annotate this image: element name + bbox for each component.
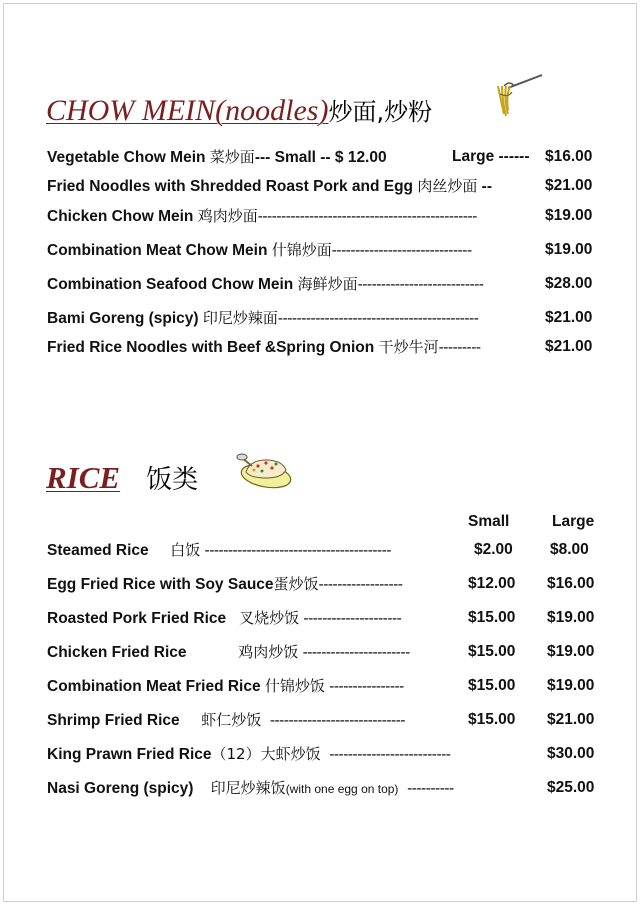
item-dots: ---------- bbox=[407, 780, 454, 797]
item-name: Chicken Fried Rice bbox=[47, 644, 187, 661]
menu-page bbox=[3, 3, 637, 902]
item-zh: 海鲜炒面 bbox=[297, 275, 358, 293]
item-small-price: $15.00 bbox=[468, 643, 516, 660]
item-large-price: $30.00 bbox=[547, 745, 595, 762]
item-dots: --------------------------- bbox=[357, 276, 484, 293]
column-head-small: Small bbox=[468, 513, 510, 530]
item-zh: 干炒牛河 bbox=[378, 338, 439, 356]
item-zh: 鸡肉炒饭 bbox=[238, 643, 299, 661]
chow-mein-heading bbox=[46, 92, 432, 128]
item-name: Fried Rice Noodles with Beef &Spring Onion bbox=[47, 339, 375, 356]
item-price: $21.00 bbox=[545, 338, 593, 355]
item-price: $16.00 bbox=[545, 148, 593, 165]
rice-item bbox=[47, 643, 410, 662]
item-dots: --------- bbox=[438, 339, 481, 356]
item-name: Nasi Goreng (spicy) bbox=[47, 780, 194, 797]
noodle-fork-icon bbox=[488, 72, 544, 120]
item-price: $21.00 bbox=[545, 177, 593, 194]
item-dots: ----------------------------------------------- bbox=[257, 208, 477, 225]
item-price: $21.00 bbox=[545, 309, 593, 326]
item-dots: ----------------------------- bbox=[269, 712, 406, 729]
item-dots: --------------------- bbox=[303, 610, 402, 627]
item-small-price: $2.00 bbox=[474, 541, 513, 558]
item-name: King Prawn Fried Rice bbox=[47, 746, 212, 763]
chow-mein-item bbox=[47, 207, 545, 226]
item-zh: 印尼炒辣饭 bbox=[210, 779, 286, 797]
chow-mein-item bbox=[47, 148, 387, 167]
item-note: (with one egg on top) bbox=[285, 782, 399, 796]
chow-mein-item bbox=[47, 309, 545, 328]
chow-mein-item bbox=[47, 177, 492, 196]
item-zh: 什锦炒面 bbox=[271, 241, 332, 259]
item-large-price: $19.00 bbox=[547, 609, 595, 626]
fried-rice-plate-icon bbox=[236, 448, 294, 494]
item-name: Fried Noodles with Shredded Roast Pork and Egg bbox=[47, 178, 414, 195]
item-dots: ---------------- bbox=[329, 678, 404, 695]
item-name: Egg Fried Rice with Soy Sauce bbox=[47, 576, 274, 593]
item-small-price: --- Small -- $ 12.00 bbox=[254, 149, 387, 166]
item-large-price: $25.00 bbox=[547, 779, 595, 796]
chow-mein-title-zh: 炒面,炒粉 bbox=[328, 98, 433, 126]
item-name: Combination Meat Chow Mein bbox=[47, 242, 268, 259]
rice-item bbox=[47, 677, 404, 696]
item-dots: ----------------------- bbox=[302, 644, 410, 661]
item-name: Steamed Rice bbox=[47, 542, 149, 559]
item-price: $19.00 bbox=[545, 207, 593, 224]
item-zh: 鸡肉炒面 bbox=[197, 207, 258, 225]
rice-item bbox=[47, 609, 401, 628]
item-name: Chicken Chow Mein bbox=[47, 208, 194, 225]
column-head-large: Large bbox=[552, 513, 595, 530]
item-zh: 叉烧炒饭 bbox=[239, 609, 300, 627]
item-zh: 蛋炒饭 bbox=[273, 575, 319, 593]
item-large-price: $21.00 bbox=[547, 711, 595, 728]
item-dots: -------------------------- bbox=[329, 746, 451, 763]
chow-mein-item bbox=[47, 275, 545, 294]
item-zh: 什锦炒饭 bbox=[264, 677, 325, 695]
item-zh: （12）大虾炒饭 bbox=[211, 745, 321, 763]
item-price: $28.00 bbox=[545, 275, 593, 292]
item-small-price: $15.00 bbox=[468, 677, 516, 694]
item-zh: 肉丝炒面 bbox=[417, 177, 478, 195]
rice-title-zh: 饭类 bbox=[146, 465, 199, 495]
rice-item bbox=[47, 575, 402, 594]
rice-title-en: RICE bbox=[46, 460, 121, 495]
item-zh: 菜炒面 bbox=[209, 148, 255, 166]
item-large-price: $16.00 bbox=[547, 575, 595, 592]
item-zh: 白饭 bbox=[170, 541, 201, 559]
item-name: Shrimp Fried Rice bbox=[47, 712, 180, 729]
item-name: Vegetable Chow Mein bbox=[47, 149, 206, 166]
item-large-price: $8.00 bbox=[550, 541, 589, 558]
item-dots: ------------------------------------------- bbox=[277, 310, 479, 327]
item-large-price: $19.00 bbox=[547, 643, 595, 660]
rice-item bbox=[47, 541, 391, 560]
rice-item bbox=[47, 745, 450, 764]
item-name: Roasted Pork Fried Rice bbox=[47, 610, 227, 627]
item-small-price: $15.00 bbox=[468, 711, 516, 728]
item-zh: 印尼炒辣面 bbox=[202, 309, 278, 327]
rice-heading bbox=[46, 459, 198, 496]
item-small-price: $12.00 bbox=[468, 575, 516, 592]
item-dots: ------------------------------ bbox=[331, 242, 472, 259]
item-price: $19.00 bbox=[545, 241, 593, 258]
chow-mein-item bbox=[47, 241, 541, 260]
item-name: Bami Goreng (spicy) bbox=[47, 310, 199, 327]
rice-item bbox=[47, 779, 454, 798]
item-small-price: $15.00 bbox=[468, 609, 516, 626]
chow-mein-item bbox=[47, 338, 481, 357]
item-dots: -- bbox=[481, 178, 492, 195]
item-name: Combination Meat Fried Rice bbox=[47, 678, 261, 695]
item-dots: ------------------ bbox=[318, 576, 403, 593]
item-dots: ---------------------------------------- bbox=[204, 542, 392, 559]
chow-mein-title-en: CHOW MEIN(noodles) bbox=[46, 94, 329, 127]
item-zh: 虾仁炒饭 bbox=[201, 711, 262, 729]
item-large-label: Large ------ bbox=[452, 148, 530, 165]
item-name: Combination Seafood Chow Mein bbox=[47, 276, 294, 293]
item-large-price: $19.00 bbox=[547, 677, 595, 694]
rice-item bbox=[47, 711, 405, 730]
